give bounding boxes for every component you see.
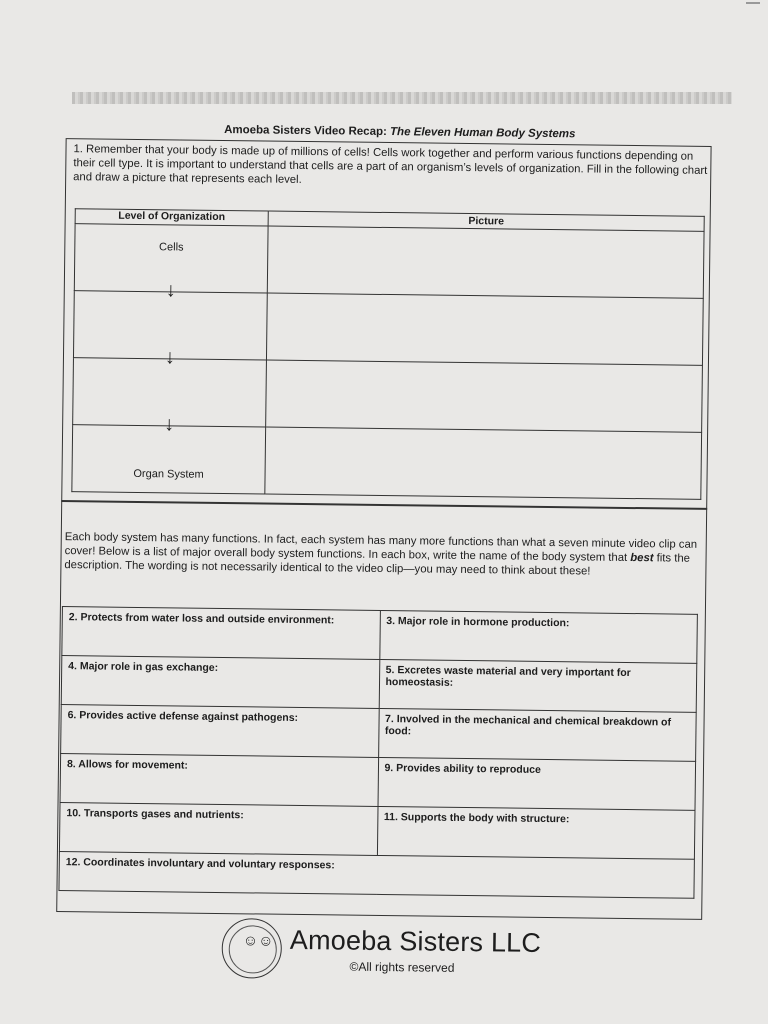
function-box-11[interactable]: 11. Supports the body with structure: [377,806,695,859]
table-row [61,656,697,713]
title-subtitle: The Eleven Human Body Systems [389,126,576,141]
table-row [62,607,698,664]
function-box-10[interactable]: 10. Transports gases and nutrients: [59,803,377,856]
picture-cell[interactable] [266,293,703,365]
down-arrow-icon: ↓ [164,346,176,369]
down-arrow-icon: ↓ [165,279,176,302]
brand-name: Amoeba Sisters LLC [289,924,542,958]
worksheet-page [50,110,740,975]
title-main: Amoeba Sisters Video Recap: [224,124,391,139]
picture-cell[interactable] [267,226,704,298]
logo-face-icon: ☺☺ [242,932,274,950]
emphasis-best: best [630,552,654,565]
level-label: Cells [159,241,184,254]
function-box-5[interactable]: 5. Excretes waste material and very important for homeostasis: [379,659,697,712]
table-row [59,852,694,899]
header-level-of-organization: Level of Organization [75,209,268,226]
function-box-4[interactable]: 4. Major role in gas exchange: [61,656,379,709]
question-1-instructions: 1. Remember that your body is made up of millions of cells! Cells work together and perform various functions depending on their cell type. It is important to understand that cells are a part of an organism’s levels of organization. Fill in the following chart and draw a picture that represents each level. [73,143,708,186]
picture-cell[interactable] [265,427,702,499]
function-box-12[interactable]: 12. Coordinates involuntary and voluntary responses: [59,852,694,899]
table-row [61,705,697,762]
function-box-3[interactable]: 3. Major role in hormone production: [379,610,697,663]
copyright-notice: ©All rights reserved [349,959,455,975]
function-box-2[interactable]: 2. Protects from water loss and outside environment: [62,607,380,660]
level-label: Organ System [133,467,204,481]
scan-artifact-bar [72,92,732,104]
levels-of-organization-table [71,208,704,500]
function-box-8[interactable]: 8. Allows for movement: [60,754,378,807]
scan-edge-mark [746,2,760,4]
body-system-functions-table [58,606,697,899]
functions-instructions-part2: fits the description. The wording is not necessarily identical to the video clip—you may need to think about these! [64,552,691,578]
table-row [60,754,696,811]
function-box-6[interactable]: 6. Provides active defense against pathogens: [61,705,379,758]
down-arrow-icon: ↓ [164,413,175,436]
picture-cell[interactable] [266,360,703,432]
functions-instructions [64,530,704,580]
table-row [59,803,695,860]
function-box-7[interactable]: 7. Involved in the mechanical and chemical breakdown of food: [378,708,696,761]
functions-instructions-part1: Each body system has many functions. In fact, each system has many more functions than what a seven minute video clip can cover! Below is a list of major overall body system functions. In each box, write the name of the body system that [64,531,698,565]
function-box-9[interactable]: 9. Provides ability to reproduce [378,757,696,810]
table-row [72,425,702,500]
level-cell [72,413,266,494]
amoeba-sisters-logo-icon [221,918,282,979]
header-picture: Picture [268,211,704,231]
